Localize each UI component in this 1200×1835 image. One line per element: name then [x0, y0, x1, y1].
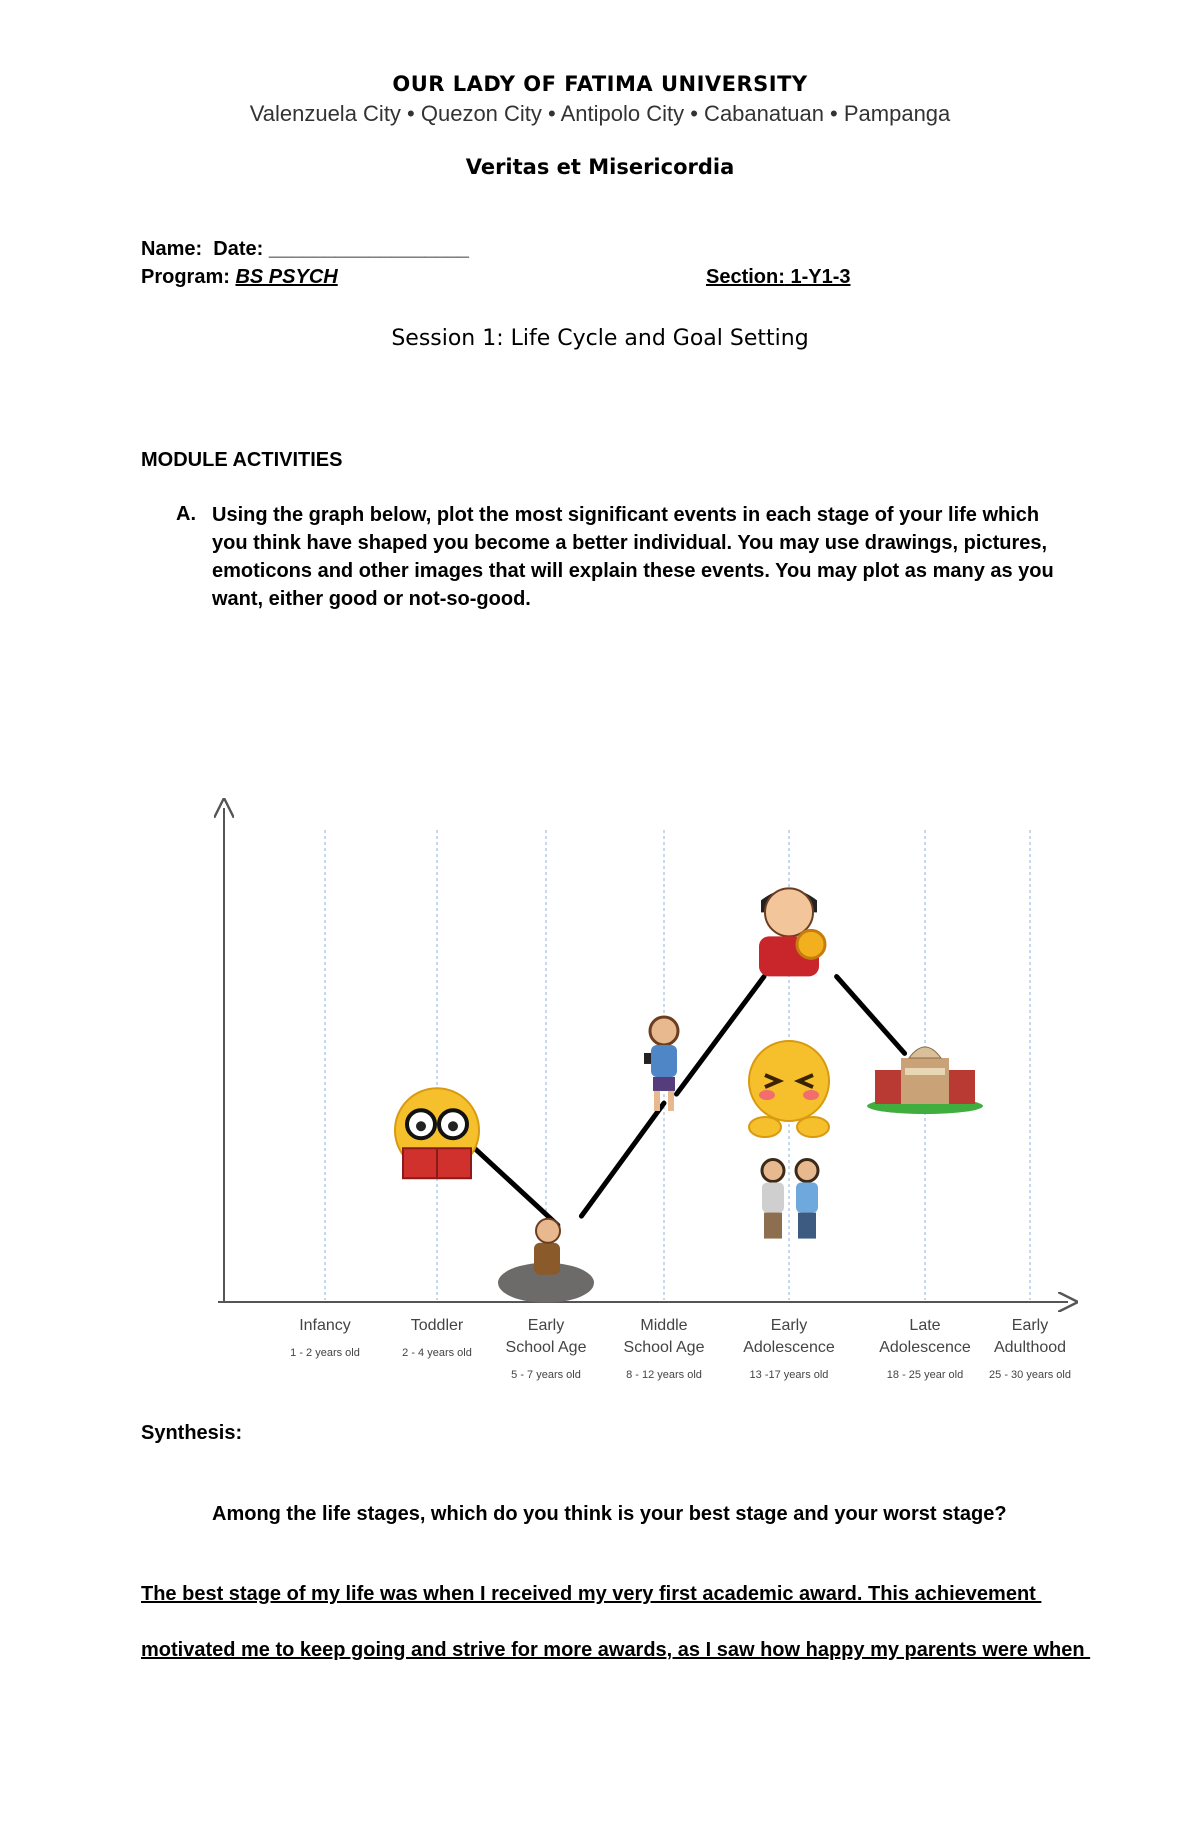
stage-name: School Age: [505, 1339, 587, 1356]
life-line-segment: [837, 977, 905, 1054]
stage-label: [989, 1317, 1071, 1381]
college-sign: [905, 1068, 945, 1075]
stage-name: School Age: [623, 1339, 705, 1356]
blush: [759, 1090, 775, 1100]
building-wing: [875, 1070, 901, 1104]
stage-label: [879, 1317, 971, 1381]
stage-labels: [290, 1317, 1071, 1381]
boy-head: [765, 888, 813, 936]
section-label: Section:: [706, 266, 785, 288]
life-line-segment: [581, 1103, 664, 1216]
college-building-icon: [867, 1047, 983, 1114]
program-value[interactable]: BS PSYCH: [235, 266, 338, 288]
leg: [668, 1091, 674, 1111]
boy-shirt: [651, 1045, 677, 1077]
university-name: OUR LADY OF FATIMA UNIVERSITY: [392, 72, 808, 96]
eye: [448, 1121, 458, 1131]
stage-age: 1 - 2 years old: [290, 1347, 360, 1359]
life-line-segments: [470, 977, 905, 1226]
section-line: [706, 266, 851, 289]
stage-age: 5 - 7 years old: [511, 1369, 581, 1381]
stage-name: Infancy: [299, 1317, 351, 1334]
boy-head: [536, 1219, 560, 1243]
stage-name: Early: [527, 1317, 565, 1334]
stage-age: 8 - 12 years old: [626, 1369, 702, 1381]
module-title: MODULE ACTIVITIES: [141, 449, 343, 471]
award-medal: [797, 930, 825, 958]
boy-head: [650, 1017, 678, 1045]
phone: [644, 1053, 651, 1064]
blushing-happy-emoji-icon: [749, 1041, 829, 1137]
building-center: [901, 1058, 949, 1104]
event-markers: [395, 888, 983, 1302]
blush: [803, 1090, 819, 1100]
stage-name: Early: [770, 1317, 808, 1334]
program-line: [141, 266, 338, 289]
university-motto: Veritas et Misericordia: [465, 155, 735, 179]
boy-body: [534, 1243, 560, 1275]
stage-name: Adolescence: [743, 1339, 835, 1356]
answer-line-2[interactable]: motivated me to keep going and strive for more awards, as I saw how happy my parents were when: [141, 1639, 1091, 1661]
stage-label: [624, 1317, 705, 1381]
reading-nerd-emoji-icon: [395, 1088, 479, 1178]
friend-shirt: [796, 1183, 818, 1213]
date-label: Date:: [213, 238, 264, 260]
stage-age: 2 - 4 years old: [402, 1347, 472, 1359]
stage-name: Adolescence: [879, 1339, 971, 1356]
answer-line-1[interactable]: The best stage of my life was when I received my very first academic award. This achievement: [141, 1583, 1042, 1605]
session-title: Session 1: Life Cycle and Goal Setting: [391, 326, 809, 351]
boy-with-award-medal-icon: [759, 888, 825, 976]
boy-with-phone-icon: [644, 1017, 678, 1111]
friend-head: [762, 1160, 784, 1182]
synthesis-label: Synthesis:: [141, 1422, 243, 1444]
two-friends-icon: [762, 1160, 818, 1239]
stage-age: 25 - 30 years old: [989, 1369, 1071, 1381]
stage-name: Middle: [640, 1317, 688, 1334]
dome: [909, 1047, 941, 1058]
stage-label: [506, 1317, 587, 1381]
emoji-face: [749, 1041, 829, 1121]
life-line-segment: [470, 1144, 558, 1225]
friend-head: [796, 1160, 818, 1182]
paw: [797, 1117, 829, 1137]
stage-name: Toddler: [410, 1317, 464, 1334]
name-label: Name:: [141, 238, 203, 260]
stage-age: 18 - 25 year old: [886, 1369, 964, 1381]
date-field[interactable]: __________________: [268, 238, 470, 260]
synthesis-question: Among the life stages, which do you think is your best stage and your worst stage?: [212, 1503, 1007, 1525]
building-wing: [949, 1070, 975, 1104]
friend-pants: [798, 1213, 816, 1239]
friend-pants: [764, 1213, 782, 1239]
sad-boy-on-rock-icon: [498, 1219, 594, 1303]
paw: [749, 1117, 781, 1137]
stage-name: Early: [1011, 1317, 1049, 1334]
boy-shorts: [653, 1077, 675, 1091]
eye: [416, 1121, 426, 1131]
stage-age: 13 -17 years old: [749, 1369, 829, 1381]
stage-name: Adulthood: [993, 1339, 1067, 1356]
stage-name: Late: [909, 1317, 941, 1334]
stage-label: [402, 1317, 472, 1359]
life-stage-chart: [0, 790, 1200, 1390]
leg: [654, 1091, 660, 1111]
activity-marker: A.: [176, 503, 196, 525]
name-date-line: [141, 238, 469, 261]
section-value[interactable]: 1-Y1-3: [784, 266, 851, 288]
activity-instructions: Using the graph below, plot the most significant events in each stage of your life which you think have shaped you become a better individual. You may use drawings, pictures, emoticons and other images that will explain these events. You may plot as many as you want, either good or not-so-good.: [212, 504, 1054, 610]
friend-shirt: [762, 1183, 784, 1213]
stage-label: [290, 1317, 360, 1359]
program-label: Program:: [141, 266, 230, 288]
campus-list: Valenzuela City • Quezon City • Antipolo City • Cabanatuan • Pampanga: [249, 101, 951, 126]
stage-label: [743, 1317, 835, 1381]
